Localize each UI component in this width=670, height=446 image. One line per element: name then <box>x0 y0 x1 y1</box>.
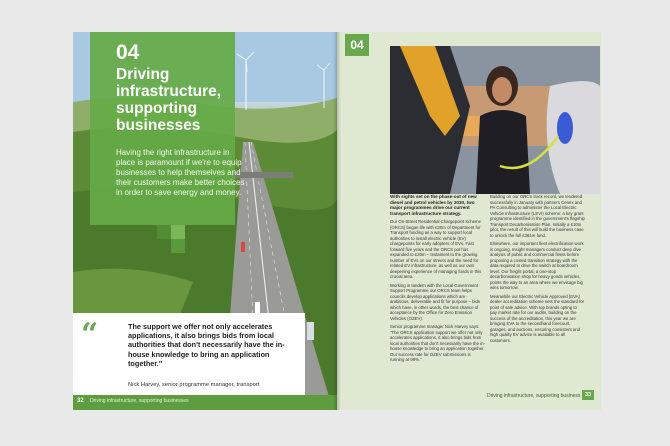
article-column-2 <box>490 194 585 346</box>
ev-charging-photo <box>390 46 600 194</box>
article-lead: With sights set on the phase-out of new diesel and petrol vehicles by 2030, two major programmes drive our current transport infrastructure strategy. <box>390 194 477 216</box>
left-footer <box>73 395 337 410</box>
article-paragraph: Our On-Street Residential Chargepoint Scheme (ORCS) began life with £20m of Department for Transport funding as a way to support local authorities to install electric vehicle (EV) chargepoints for early adopters of EVs. Fast forward five years and the ORCS pot has expanded to £20m – testament to the growing number of EVs on our streets and the need for related EV infrastructure, as well as our own deepening experience of managing funds in this crucial area. <box>390 219 482 279</box>
article-paragraph: Senior programme manager Nick Harvey says: "The ORCS application support we offer not only accelerates applications, it also brings bids from local authorities that don't necessarily have the in-house knowledge to bring an application together. Our success rate for OZEV submissions is running at 98%." <box>390 324 485 362</box>
left-page <box>73 32 337 410</box>
quote-text: The support we offer not only accelerates applications, it also brings bids from local authorities that don't necessarily have the in-house knowledge to bring an application together." <box>128 322 285 368</box>
right-footer <box>337 388 601 402</box>
section-number-badge: 04 <box>345 34 369 56</box>
quote-attribution: Nick Harvey, senior programme manager, transport <box>128 382 260 388</box>
section-intro: Having the right infrastructure in place is paramount if we're to equip businesses to help themselves and their customers make better choices in order to save energy and money. <box>116 148 245 197</box>
spine-shadow <box>333 32 341 410</box>
article-paragraph: Elsewhere, our important fleet electrification work is ongoing. Insight managers conduct deep dive analysis of public and commercial fleets before proposing a costed transition strategy with the data required to drive the switch at boardroom level. Our freight portal, a one-stop decarbonisation shop for heavy goods vehicles, points the way to an area where we envisage big wins tomorrow. <box>490 241 584 290</box>
footer-title: Driving infrastructure, supporting business <box>487 393 581 399</box>
right-page <box>337 32 601 410</box>
decor-square <box>157 225 171 239</box>
section-number: 04 <box>116 41 140 64</box>
article-column-1 <box>390 194 486 366</box>
decor-square <box>171 239 185 253</box>
section-headline: Driving infrastructure, supporting businesses <box>116 66 222 134</box>
page-number: 33 <box>582 390 594 400</box>
page-number: 32 <box>77 398 84 404</box>
decor-square <box>171 225 185 239</box>
article-paragraph: Meanwhile our Electric Vehicle Approved (EVA) dealer accreditation scheme sets the standard for point of sale advice. With top brands opting to pay market rate for our audits, building on the success of the accreditation, this year we are bringing EVA to the secondhand forecourt, garages, and auctions, ensuring consistent and high quality EV advice is available to all customers. <box>490 293 585 343</box>
article-paragraph: Working in tandem with the Local Government Support Programme our ORCS team helps councils develop applications which are ambitious, deliverable and fit for purpose – bids which have, in other words, the best chance of acceptance by the Office for Zero Emission Vehicles (OZEV). <box>390 282 481 321</box>
headline-panel <box>90 32 245 225</box>
pull-quote <box>73 313 305 395</box>
footer-title: Driving infrastructure, supporting businesses <box>90 398 189 404</box>
quote-icon: “ <box>81 317 99 352</box>
article-paragraph: Building on our ORCS track record, we tendered successfully in January with partners Cenex and PA Consulting to administer the Local Electric Vehicle Infrastructure (LEVI) scheme: a key grant programme identified in the government's flagship Transport Decarbonisation Plan. Initially a £10m pilot, the result of this will build the business case to unlock the full £381m fund. <box>490 194 585 238</box>
